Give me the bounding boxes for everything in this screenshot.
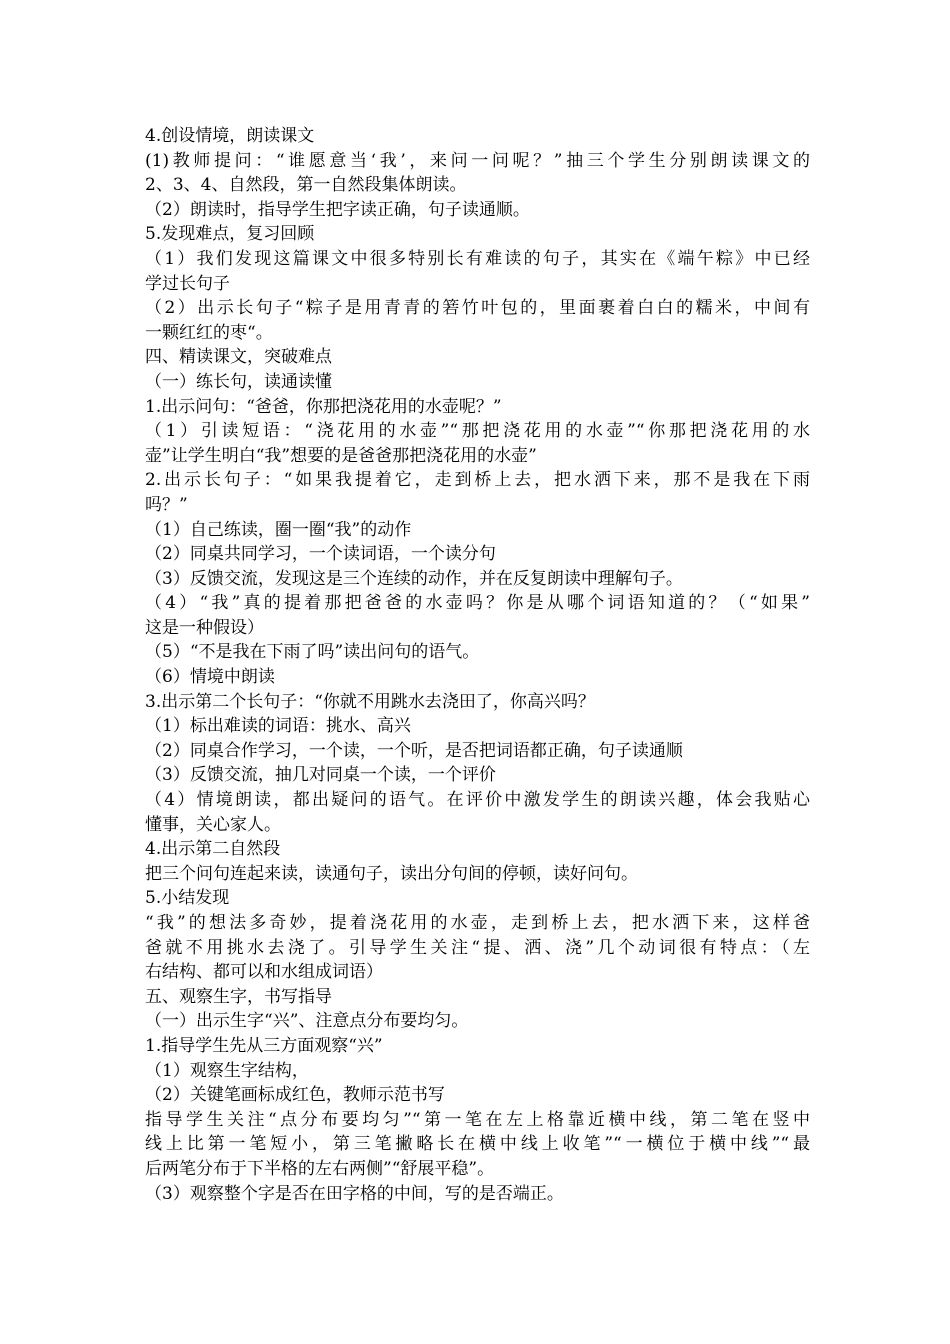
text-line: 壶”让学生明白“我”想要的是爸爸那把浇花用的水壶” bbox=[145, 445, 537, 466]
text-line: (1)教师提问：“谁愿意当‘我’，来问一问呢？”抽三个学生分别朗读课文的 bbox=[145, 150, 810, 171]
text-line: （2）关键笔画标成红色，教师示范书写 bbox=[145, 1085, 445, 1106]
text-line: 4.出示第二自然段 bbox=[145, 839, 281, 860]
text-line: （1）引读短语：“浇花用的水壶”“那把浇花用的水壶”“你那把浇花用的水 bbox=[145, 421, 810, 442]
text-line: 3.出示第二个长句子：“你就不用跳水去浇田了，你高兴吗？ bbox=[145, 691, 595, 712]
document-body bbox=[145, 124, 810, 1206]
text-line: （3）反馈交流，发现这是三个连续的动作，并在反复朗读中理解句子。 bbox=[145, 568, 683, 589]
text-line: 5.小结发现 bbox=[145, 888, 230, 909]
text-line: 一颗红红的枣“。 bbox=[145, 322, 273, 343]
text-line: “我”的想法多奇妙，提着浇花用的水壶，走到桥上去，把水洒下来，这样爸 bbox=[145, 913, 810, 933]
text-line: （5）“不是我在下雨了吗”读出问句的语气。 bbox=[145, 642, 480, 663]
text-line: 2.出示长句子：“如果我提着它，走到桥上去，把水洒下来，那不是我在下雨 bbox=[145, 470, 810, 491]
text-line: 1.指导学生先从三方面观察“兴” bbox=[145, 1035, 383, 1056]
text-line: 五、观察生字，书写指导 bbox=[145, 986, 332, 1007]
text-line: （6）情境中朗读 bbox=[145, 667, 275, 688]
text-line: （4）“我”真的提着那把爸爸的水壶吗？你是从哪个词语知道的？（“如果” bbox=[145, 593, 810, 614]
text-line: （一）练长句，读通读懂 bbox=[145, 371, 332, 392]
text-line: （2）同桌合作学习，一个读，一个听，是否把词语都正确，句子读通顺 bbox=[145, 740, 683, 761]
text-line: 四、精读课文，突破难点 bbox=[145, 347, 332, 368]
text-line: 把三个问句连起来读，读通句子，读出分句间的停顿，读好问句。 bbox=[145, 863, 638, 884]
text-line: （一）出示生字“兴”、注意点分布要均匀。 bbox=[145, 1011, 469, 1032]
text-line: 懂事，关心家人。 bbox=[145, 814, 281, 835]
text-line: 4.创设情境，朗读课文 bbox=[145, 126, 315, 146]
text-line: 吗？” bbox=[145, 494, 188, 515]
text-line: 2、3、4、自然段，第一自然段集体朗读。 bbox=[145, 175, 467, 196]
text-line: （3）观察整个字是否在田字格的中间，写的是否端正。 bbox=[145, 1183, 564, 1204]
text-line: （3）反馈交流，抽几对同桌一个读，一个评价 bbox=[145, 765, 496, 786]
text-line: （2）同桌共同学习，一个读词语，一个读分句 bbox=[145, 544, 496, 565]
text-line: （1）观察生字结构， bbox=[145, 1060, 309, 1081]
text-line: （2）出示长句子“粽子是用青青的箬竹叶包的，里面裹着白白的糯米，中间有 bbox=[145, 298, 810, 319]
text-line: （1）我们发现这篇课文中很多特别长有难读的句子，其实在《端午粽》中已经 bbox=[145, 248, 810, 269]
text-line: 右结构、都可以和水组成词语） bbox=[145, 962, 383, 983]
text-line: 后两笔分布于下半格的左右两侧”“舒展平稳”。 bbox=[145, 1158, 495, 1179]
text-line: （1）标出难读的词语：挑水、高兴 bbox=[145, 716, 411, 737]
text-line: （2）朗读时，指导学生把字读正确，句子读通顺。 bbox=[145, 199, 530, 220]
text-line: 指导学生关注“点分布要均匀”“第一笔在左上格靠近横中线，第二笔在竖中 bbox=[145, 1109, 810, 1130]
text-line: （4）情境朗读，都出疑问的语气。在评价中激发学生的朗读兴趣，体会我贴心 bbox=[145, 790, 810, 811]
text-line: 这是一种假设） bbox=[145, 617, 264, 638]
text-line: 爸就不用挑水去浇了。引导学生关注“提、洒、浇”几个动词很有特点：（左 bbox=[145, 937, 810, 958]
text-line: 5.发现难点，复习回顾 bbox=[145, 224, 315, 245]
text-line: 1.出示问句：“爸爸，你那把浇花用的水壶呢？” bbox=[145, 396, 502, 417]
text-line: 学过长句子 bbox=[145, 273, 230, 294]
text-line: （1）自己练读，圈一圈“我”的动作 bbox=[145, 519, 412, 540]
text-line: 线上比第一笔短小，第三笔撇略长在横中线上收笔”“一横位于横中线”“最 bbox=[145, 1134, 810, 1155]
